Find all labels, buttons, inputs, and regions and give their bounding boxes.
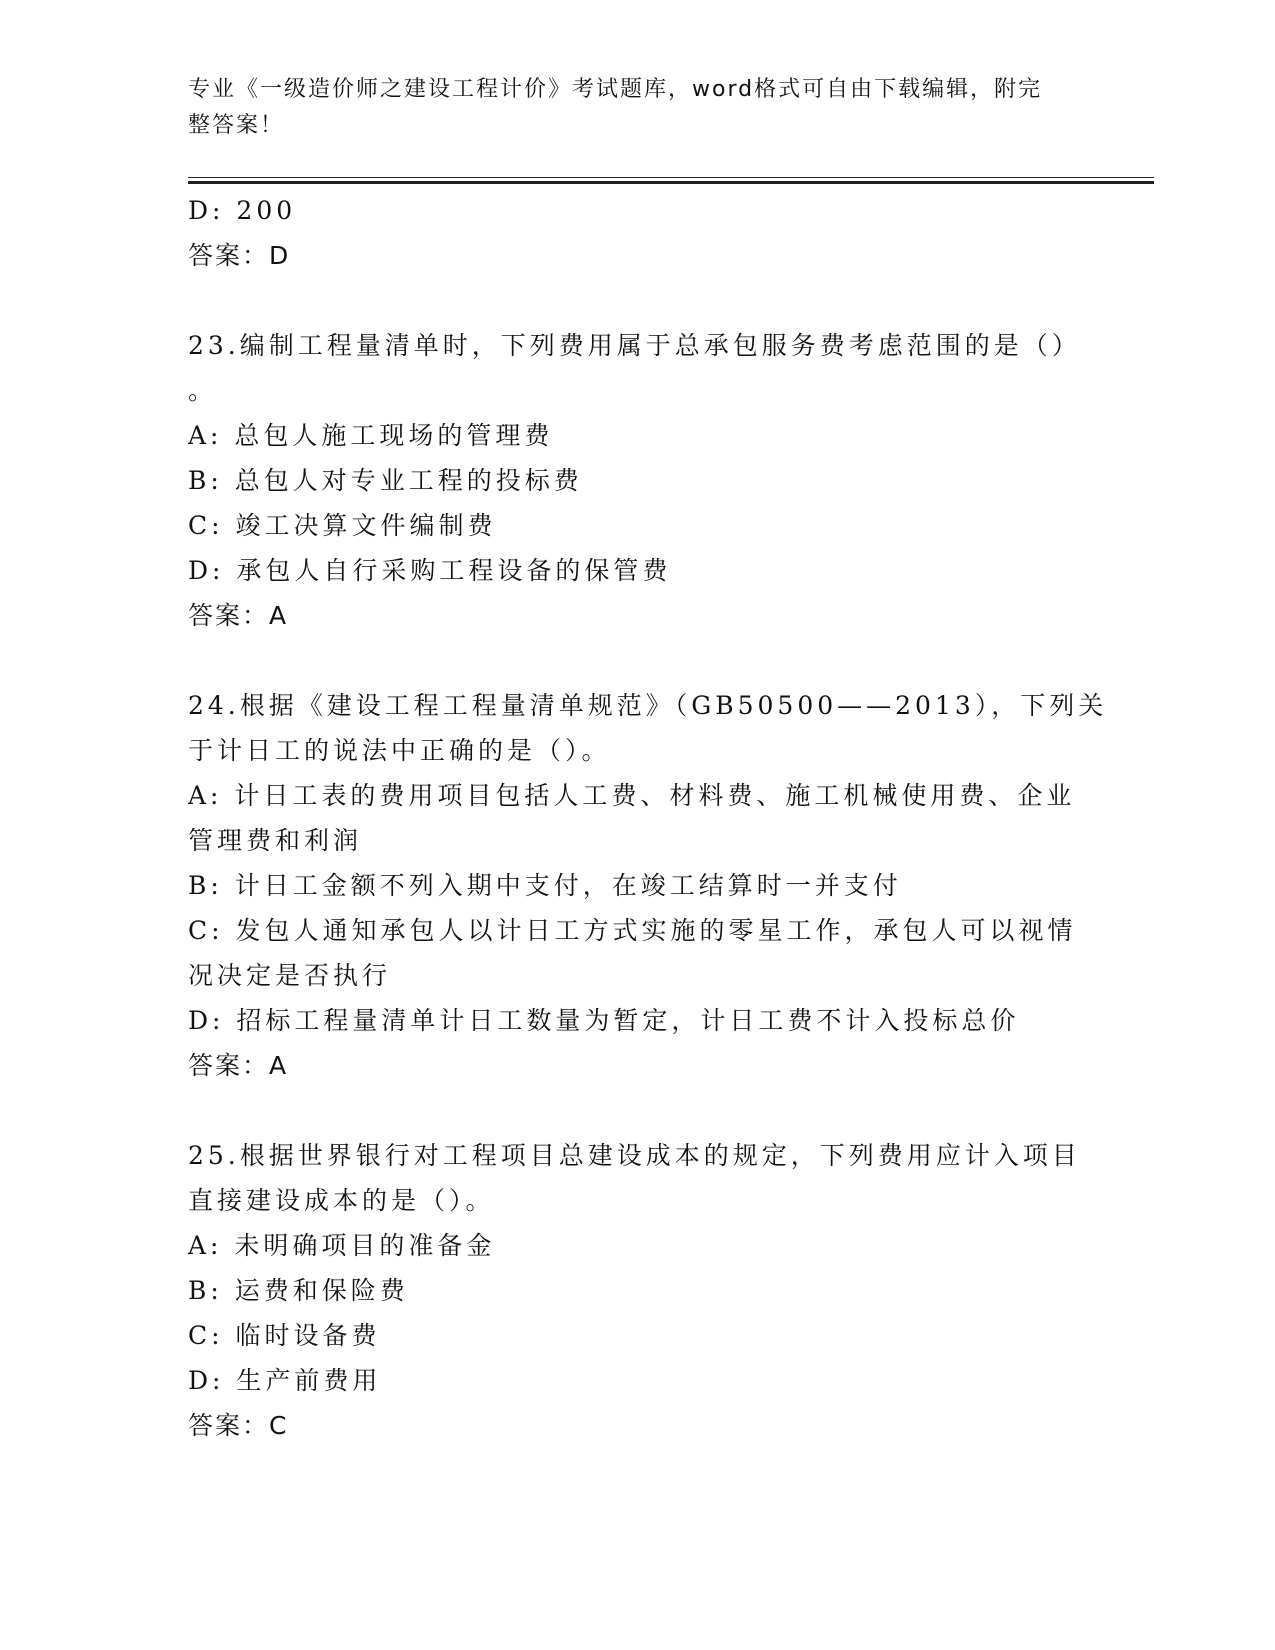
spacer [188, 1088, 1088, 1133]
spacer [188, 638, 1088, 683]
question-stem: 25.根据世界银行对工程项目总建设成本的规定，下列费用应计入项目 [188, 1141, 1081, 1170]
header-line-2: 整答案！ [188, 113, 285, 138]
option-b: B: 总包人对专业工程的投标费 [188, 466, 583, 495]
question-stem: 23.编制工程量清单时，下列费用属于总承包服务费考虑范围的是（） [188, 331, 1081, 360]
header-divider-thin [188, 177, 1154, 178]
option-d: D: 承包人自行采购工程设备的保管费 [188, 556, 672, 585]
question-stem-continued: 于计日工的说法中正确的是（）。 [188, 736, 611, 765]
option-a: A: 未明确项目的准备金 [188, 1231, 496, 1260]
question-stem-continued: 直接建设成本的是（）。 [188, 1186, 495, 1215]
spacer [188, 278, 1088, 323]
answer-label: 答案：A [188, 1051, 289, 1080]
option-a: A: 总包人施工现场的管理费 [188, 421, 554, 450]
question-stem-continued: 。 [188, 376, 218, 405]
option-b: B: 计日工金额不列入期中支付，在竣工结算时一并支付 [188, 871, 902, 900]
header-line-1: 专业《一级造价师之建设工程计价》考试题库，word格式可自由下载编辑，附完 [188, 77, 1043, 102]
question-23 [188, 323, 1088, 638]
question-stem: 24.根据《建设工程工程量清单规范》（GB50500——2013），下列关 [188, 691, 1108, 720]
option-d: D: 招标工程量清单计日工数量为暂定，计日工费不计入投标总价 [188, 1006, 1020, 1035]
option-d: D: 200 [188, 196, 297, 225]
question-25 [188, 1133, 1088, 1448]
page-header [188, 72, 1068, 144]
answer-label: 答案：A [188, 601, 289, 630]
option-b: B: 运费和保险费 [188, 1276, 409, 1305]
question-24 [188, 683, 1108, 1088]
question-22-tail [188, 188, 1088, 278]
option-a-continued: 管理费和利润 [188, 826, 363, 855]
question-list [188, 188, 1108, 1448]
option-d: D: 生产前费用 [188, 1366, 382, 1395]
answer-label: 答案：D [188, 241, 291, 270]
answer-label: 答案：C [188, 1411, 289, 1440]
option-c: C: 发包人通知承包人以计日工方式实施的零星工作，承包人可以视情 [188, 916, 1077, 945]
option-c-continued: 况决定是否执行 [188, 961, 392, 990]
option-a: A: 计日工表的费用项目包括人工费、材料费、施工机械使用费、企业 [188, 781, 1076, 810]
option-c: C: 竣工决算文件编制费 [188, 511, 497, 540]
option-c: C: 临时设备费 [188, 1321, 381, 1350]
header-divider-thick [188, 181, 1154, 184]
